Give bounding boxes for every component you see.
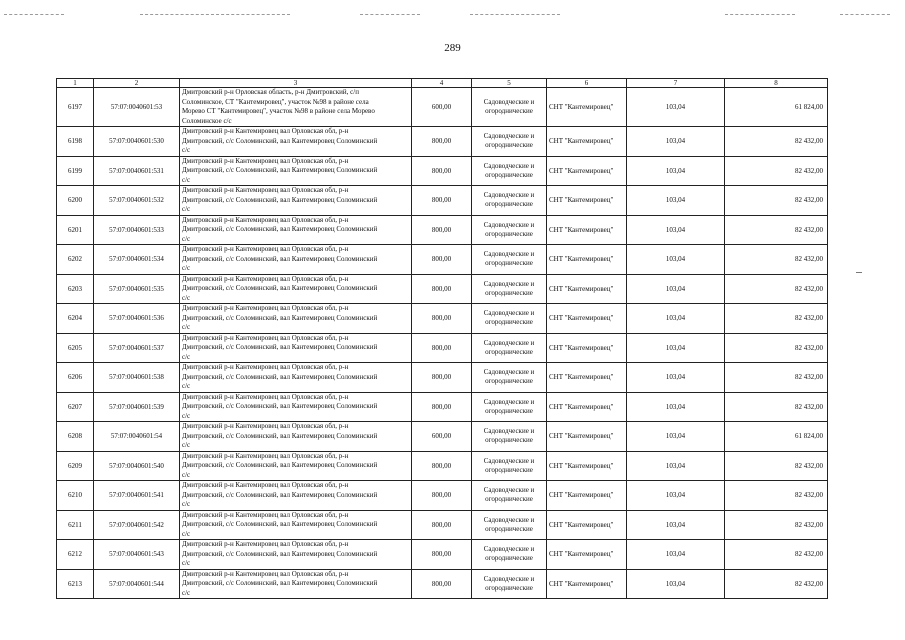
row-number: 6207 xyxy=(57,392,94,422)
owner-cell: СНТ "Кантемировец" xyxy=(547,215,627,245)
row-number: 6206 xyxy=(57,363,94,393)
land-use-cell: Садоводческие и огороднические xyxy=(472,363,547,393)
area-cell: 800,00 xyxy=(412,333,472,363)
table-row xyxy=(57,510,828,540)
cadastral-value-cell: 82 432,00 xyxy=(725,186,828,216)
cadastral-value-cell: 82 432,00 xyxy=(725,392,828,422)
cadastral-number: 57:07:0040601:542 xyxy=(94,510,180,540)
address-cell: Дмитровский р-н Кантемировец вал Орловская обл, р-н Дмитровский, с/с Соломинский, вал Кантемировец Соломинский с/с xyxy=(180,392,412,422)
owner-cell: СНТ "Кантемировец" xyxy=(547,88,627,127)
land-use-cell: Садоводческие и огороднические xyxy=(472,245,547,275)
table-row xyxy=(57,245,828,275)
row-number: 6201 xyxy=(57,215,94,245)
cadastral-number: 57:07:0040601:534 xyxy=(94,245,180,275)
row-number: 6202 xyxy=(57,245,94,275)
area-cell: 800,00 xyxy=(412,481,472,511)
land-use-cell: Садоводческие и огороднические xyxy=(472,422,547,452)
address-cell: Дмитровский р-н Кантемировец вал Орловская обл, р-н Дмитровский, с/с Соломинский, вал Кантемировец Соломинский с/с xyxy=(180,245,412,275)
rate-cell: 103,04 xyxy=(627,304,725,334)
land-use-cell: Садоводческие и огороднические xyxy=(472,127,547,157)
column-header: 5 xyxy=(472,79,547,88)
row-number: 6209 xyxy=(57,451,94,481)
owner-cell: СНТ "Кантемировец" xyxy=(547,127,627,157)
area-cell: 800,00 xyxy=(412,215,472,245)
address-cell: Дмитровский р-н Кантемировец вал Орловская обл, р-н Дмитровский, с/с Соломинский, вал Кантемировец Соломинский с/с xyxy=(180,510,412,540)
cadastral-number: 57:07:0040601:535 xyxy=(94,274,180,304)
land-use-cell: Садоводческие и огороднические xyxy=(472,156,547,186)
table-row xyxy=(57,392,828,422)
scan-artifact xyxy=(4,14,64,16)
row-number: 6208 xyxy=(57,422,94,452)
owner-cell: СНТ "Кантемировец" xyxy=(547,186,627,216)
address-cell: Дмитровский р-н Кантемировец вал Орловская обл, р-н Дмитровский, с/с Соломинский, вал Кантемировец Соломинский с/с xyxy=(180,127,412,157)
cadastral-number: 57:07:0040601:530 xyxy=(94,127,180,157)
cadastral-number: 57:07:0040601:53 xyxy=(94,88,180,127)
cadastral-value-cell: 82 432,00 xyxy=(725,215,828,245)
row-number: 6198 xyxy=(57,127,94,157)
area-cell: 800,00 xyxy=(412,186,472,216)
table-row xyxy=(57,363,828,393)
land-use-cell: Садоводческие и огороднические xyxy=(472,569,547,599)
table-row xyxy=(57,540,828,570)
land-use-cell: Садоводческие и огороднические xyxy=(472,392,547,422)
table-row xyxy=(57,186,828,216)
row-number: 6199 xyxy=(57,156,94,186)
owner-cell: СНТ "Кантемировец" xyxy=(547,481,627,511)
cadastral-value-cell: 82 432,00 xyxy=(725,127,828,157)
address-cell: Дмитровский р-н Кантемировец вал Орловская обл, р-н Дмитровский, с/с Соломинский, вал Кантемировец Соломинский с/с xyxy=(180,304,412,334)
page-number: 289 xyxy=(444,42,461,54)
land-use-cell: Садоводческие и огороднические xyxy=(472,510,547,540)
cadastral-number: 57:07:0040601:540 xyxy=(94,451,180,481)
area-cell: 600,00 xyxy=(412,88,472,127)
rate-cell: 103,04 xyxy=(627,392,725,422)
owner-cell: СНТ "Кантемировец" xyxy=(547,422,627,452)
table-row xyxy=(57,422,828,452)
table-row xyxy=(57,88,828,127)
rate-cell: 103,04 xyxy=(627,186,725,216)
cadastral-value-cell: 82 432,00 xyxy=(725,569,828,599)
land-registry-table xyxy=(56,78,828,599)
address-cell: Дмитровский р-н Кантемировец вал Орловская обл, р-н Дмитровский, с/с Соломинский, вал Кантемировец Соломинский с/с xyxy=(180,333,412,363)
owner-cell: СНТ "Кантемировец" xyxy=(547,304,627,334)
owner-cell: СНТ "Кантемировец" xyxy=(547,510,627,540)
area-cell: 800,00 xyxy=(412,127,472,157)
column-header: 7 xyxy=(627,79,725,88)
table-row xyxy=(57,451,828,481)
column-header: 8 xyxy=(725,79,828,88)
cadastral-value-cell: 82 432,00 xyxy=(725,363,828,393)
cadastral-number: 57:07:0040601:532 xyxy=(94,186,180,216)
scan-artifact xyxy=(725,14,795,16)
table-row xyxy=(57,156,828,186)
address-cell: Дмитровский р-н Кантемировец вал Орловская обл, р-н Дмитровский, с/с Соломинский, вал Кантемировец Соломинский с/с xyxy=(180,451,412,481)
owner-cell: СНТ "Кантемировец" xyxy=(547,392,627,422)
table-header-row xyxy=(57,79,828,88)
address-cell: Дмитровский р-н Кантемировец вал Орловская обл, р-н Дмитровский, с/с Соломинский, вал Кантемировец Соломинский с/с xyxy=(180,569,412,599)
address-cell: Дмитровский р-н Кантемировец вал Орловская обл, р-н Дмитровский, с/с Соломинский, вал Кантемировец Соломинский с/с xyxy=(180,186,412,216)
area-cell: 800,00 xyxy=(412,569,472,599)
cadastral-number: 57:07:0040601:537 xyxy=(94,333,180,363)
cadastral-value-cell: 82 432,00 xyxy=(725,304,828,334)
scan-artifact xyxy=(856,272,862,273)
owner-cell: СНТ "Кантемировец" xyxy=(547,274,627,304)
row-number: 6213 xyxy=(57,569,94,599)
table-row xyxy=(57,569,828,599)
land-use-cell: Садоводческие и огороднические xyxy=(472,333,547,363)
address-cell: Дмитровский р-н Кантемировец вал Орловская обл, р-н Дмитровский, с/с Соломинский, вал Кантемировец Соломинский с/с xyxy=(180,274,412,304)
column-header: 2 xyxy=(94,79,180,88)
cadastral-value-cell: 82 432,00 xyxy=(725,451,828,481)
address-cell: Дмитровский р-н Кантемировец вал Орловская обл, р-н Дмитровский, с/с Соломинский, вал Кантемировец Соломинский с/с xyxy=(180,540,412,570)
cadastral-number: 57:07:0040601:54 xyxy=(94,422,180,452)
rate-cell: 103,04 xyxy=(627,127,725,157)
table-row xyxy=(57,481,828,511)
owner-cell: СНТ "Кантемировец" xyxy=(547,451,627,481)
area-cell: 600,00 xyxy=(412,422,472,452)
rate-cell: 103,04 xyxy=(627,422,725,452)
owner-cell: СНТ "Кантемировец" xyxy=(547,540,627,570)
owner-cell: СНТ "Кантемировец" xyxy=(547,333,627,363)
land-use-cell: Садоводческие и огороднические xyxy=(472,304,547,334)
cadastral-number: 57:07:0040601:543 xyxy=(94,540,180,570)
address-cell: Дмитровский р-н Кантемировец вал Орловская обл, р-н Дмитровский, с/с Соломинский, вал Кантемировец Соломинский с/с xyxy=(180,422,412,452)
scan-artifact xyxy=(470,14,560,16)
rate-cell: 103,04 xyxy=(627,245,725,275)
cadastral-number: 57:07:0040601:531 xyxy=(94,156,180,186)
column-header: 3 xyxy=(180,79,412,88)
rate-cell: 103,04 xyxy=(627,569,725,599)
area-cell: 800,00 xyxy=(412,274,472,304)
table-row xyxy=(57,304,828,334)
area-cell: 800,00 xyxy=(412,363,472,393)
cadastral-number: 57:07:0040601:536 xyxy=(94,304,180,334)
row-number: 6210 xyxy=(57,481,94,511)
area-cell: 800,00 xyxy=(412,510,472,540)
owner-cell: СНТ "Кантемировец" xyxy=(547,156,627,186)
area-cell: 800,00 xyxy=(412,451,472,481)
table-row xyxy=(57,215,828,245)
row-number: 6197 xyxy=(57,88,94,127)
rate-cell: 103,04 xyxy=(627,451,725,481)
row-number: 6211 xyxy=(57,510,94,540)
rate-cell: 103,04 xyxy=(627,333,725,363)
land-use-cell: Садоводческие и огороднические xyxy=(472,540,547,570)
table-row xyxy=(57,127,828,157)
rate-cell: 103,04 xyxy=(627,274,725,304)
area-cell: 800,00 xyxy=(412,245,472,275)
cadastral-value-cell: 82 432,00 xyxy=(725,245,828,275)
scan-artifact xyxy=(840,14,890,16)
row-number: 6200 xyxy=(57,186,94,216)
address-cell: Дмитровский р-н Кантемировец вал Орловская обл, р-н Дмитровский, с/с Соломинский, вал Кантемировец Соломинский с/с xyxy=(180,156,412,186)
area-cell: 800,00 xyxy=(412,392,472,422)
address-cell: Дмитровский р-н Кантемировец вал Орловская обл, р-н Дмитровский, с/с Соломинский, вал Кантемировец Соломинский с/с xyxy=(180,481,412,511)
cadastral-value-cell: 61 824,00 xyxy=(725,88,828,127)
rate-cell: 103,04 xyxy=(627,540,725,570)
area-cell: 800,00 xyxy=(412,156,472,186)
area-cell: 800,00 xyxy=(412,540,472,570)
land-use-cell: Садоводческие и огороднические xyxy=(472,451,547,481)
address-cell: Дмитровский р-н Орловская область, р-н Дмитровский, с/п Соломинское, СТ "Кантемировец", участок №98 в районе села Морево СТ "Кантемировец", участок №98 в районе села Морево Соломинское с/с xyxy=(180,88,412,127)
rate-cell: 103,04 xyxy=(627,215,725,245)
rate-cell: 103,04 xyxy=(627,363,725,393)
land-use-cell: Садоводческие и огороднические xyxy=(472,481,547,511)
cadastral-number: 57:07:0040601:541 xyxy=(94,481,180,511)
cadastral-value-cell: 82 432,00 xyxy=(725,481,828,511)
column-header: 4 xyxy=(412,79,472,88)
land-use-cell: Садоводческие и огороднические xyxy=(472,274,547,304)
cadastral-number: 57:07:0040601:544 xyxy=(94,569,180,599)
cadastral-value-cell: 82 432,00 xyxy=(725,540,828,570)
cadastral-value-cell: 82 432,00 xyxy=(725,274,828,304)
column-header: 1 xyxy=(57,79,94,88)
column-header: 6 xyxy=(547,79,627,88)
row-number: 6204 xyxy=(57,304,94,334)
cadastral-value-cell: 82 432,00 xyxy=(725,333,828,363)
cadastral-value-cell: 82 432,00 xyxy=(725,156,828,186)
land-use-cell: Садоводческие и огороднические xyxy=(472,88,547,127)
cadastral-number: 57:07:0040601:539 xyxy=(94,392,180,422)
cadastral-value-cell: 61 824,00 xyxy=(725,422,828,452)
land-use-cell: Садоводческие и огороднические xyxy=(472,186,547,216)
owner-cell: СНТ "Кантемировец" xyxy=(547,245,627,275)
cadastral-number: 57:07:0040601:533 xyxy=(94,215,180,245)
land-use-cell: Садоводческие и огороднические xyxy=(472,215,547,245)
row-number: 6212 xyxy=(57,540,94,570)
rate-cell: 103,04 xyxy=(627,156,725,186)
rate-cell: 103,04 xyxy=(627,88,725,127)
owner-cell: СНТ "Кантемировец" xyxy=(547,569,627,599)
rate-cell: 103,04 xyxy=(627,510,725,540)
scan-artifact xyxy=(360,14,420,16)
table-row xyxy=(57,274,828,304)
area-cell: 800,00 xyxy=(412,304,472,334)
cadastral-value-cell: 82 432,00 xyxy=(725,510,828,540)
cadastral-number: 57:07:0040601:538 xyxy=(94,363,180,393)
address-cell: Дмитровский р-н Кантемировец вал Орловская обл, р-н Дмитровский, с/с Соломинский, вал Кантемировец Соломинский с/с xyxy=(180,215,412,245)
rate-cell: 103,04 xyxy=(627,481,725,511)
address-cell: Дмитровский р-н Кантемировец вал Орловская обл, р-н Дмитровский, с/с Соломинский, вал Кантемировец Соломинский с/с xyxy=(180,363,412,393)
scan-artifact xyxy=(140,14,290,16)
row-number: 6203 xyxy=(57,274,94,304)
row-number: 6205 xyxy=(57,333,94,363)
owner-cell: СНТ "Кантемировец" xyxy=(547,363,627,393)
table-row xyxy=(57,333,828,363)
